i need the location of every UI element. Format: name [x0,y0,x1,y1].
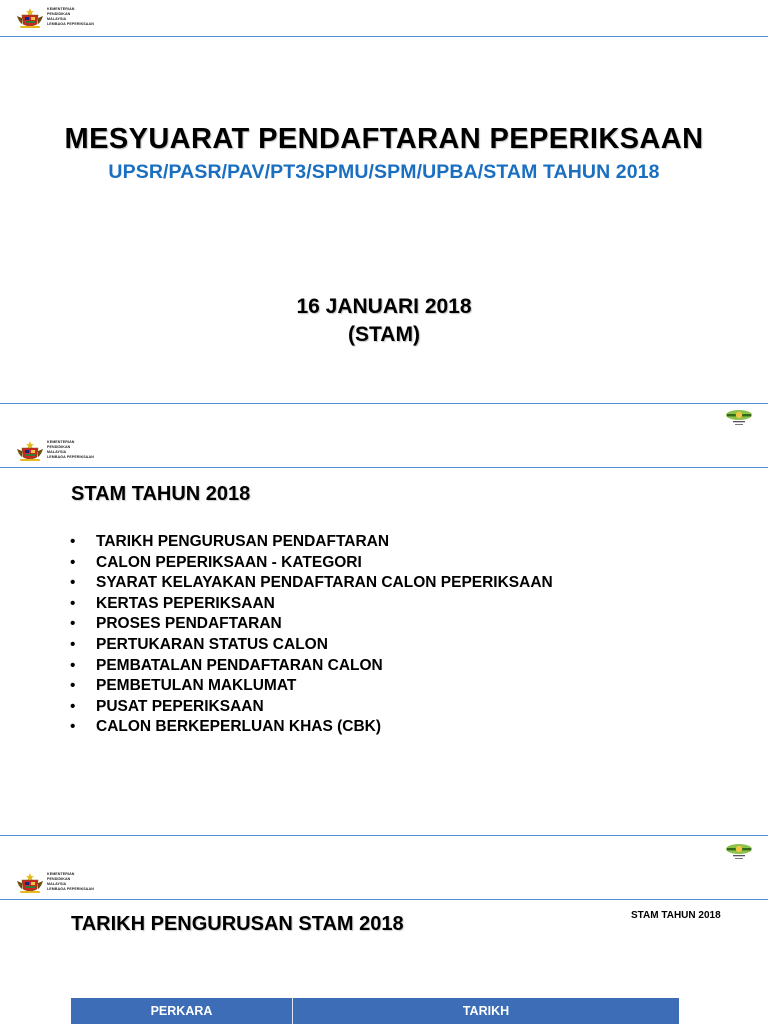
exam-name: (STAM) [348,323,420,346]
footer-divider [0,835,768,836]
list-item: • CALON PEPERIKSAAN - KATEGORI [70,553,362,571]
logo-line: LEMBAGA PEPERIKSAAN [47,887,94,891]
slide-title-text: MESYUARAT PENDAFTARAN PEPERIKSAAN [64,123,704,155]
list-item: • PROSES PENDAFTARAN [70,615,282,633]
logo-line: MALAYSIA [47,882,67,886]
logo-line: MALAYSIA [47,450,67,454]
logo-line: LEMBAGA PEPERIKSAAN [47,455,94,459]
lembaga-peperiksaan-logo-icon [724,840,754,862]
header-divider [0,899,768,900]
column-header-tarikh: TARIKH [293,998,679,1024]
agenda-list [70,532,553,738]
slide-heading: TARIKH PENGURUSAN STAM 2018 [71,913,404,935]
logo-line: PENDIDIKAN [47,12,71,16]
ministry-logo [16,7,94,29]
corner-label: STAM TAHUN 2018 [631,910,721,921]
lembaga-peperiksaan-logo-icon [724,406,754,428]
list-item: • CALON BERKEPERLUAN KHAS (CBK) [70,718,382,736]
malaysia-crest-icon [16,872,44,894]
logo-line: KEMENTERIAN [47,440,75,444]
meeting-date: 16 JANUARI 2018 [296,295,472,318]
slide-subtitle-text: UPSR/PASR/PAV/PT3/SPMU/SPM/UPBA/STAM TAHUN 2018 [108,161,660,183]
slide-agenda [0,406,768,836]
slide-heading: STAM TAHUN 2018 [71,483,251,505]
malaysia-crest-icon [16,7,44,29]
list-item: • PEMBATALAN PENDAFTARAN CALON [70,656,383,674]
schedule-table-header [71,998,679,1024]
logo-line: KEMENTERIAN [47,7,75,11]
logo-line: PENDIDIKAN [47,877,71,881]
logo-line: PENDIDIKAN [47,445,71,449]
ministry-logo [16,872,94,894]
ministry-logo [16,440,94,462]
list-item: • PUSAT PEPERIKSAAN [70,697,264,715]
malaysia-crest-icon [16,440,44,462]
list-item: • TARIKH PENGURUSAN PENDAFTARAN [70,533,390,550]
slide-schedule [0,838,768,1024]
column-header-perkara: PERKARA [71,998,293,1024]
header-divider [0,36,768,37]
list-item: • PERTUKARAN STATUS CALON [70,635,328,653]
footer-divider [0,403,768,404]
logo-line: KEMENTERIAN [47,872,75,876]
list-item: • SYARAT KELAYAKAN PENDAFTARAN CALON PEPERIKSAAN [70,574,553,592]
logo-line: MALAYSIA [47,17,67,21]
list-item: • KERTAS PEPERIKSAAN [70,594,275,612]
slide-title [0,0,768,404]
header-divider [0,467,768,468]
logo-line: LEMBAGA PEPERIKSAAN [47,22,94,26]
list-item: • PEMBETULAN MAKLUMAT [70,677,297,695]
